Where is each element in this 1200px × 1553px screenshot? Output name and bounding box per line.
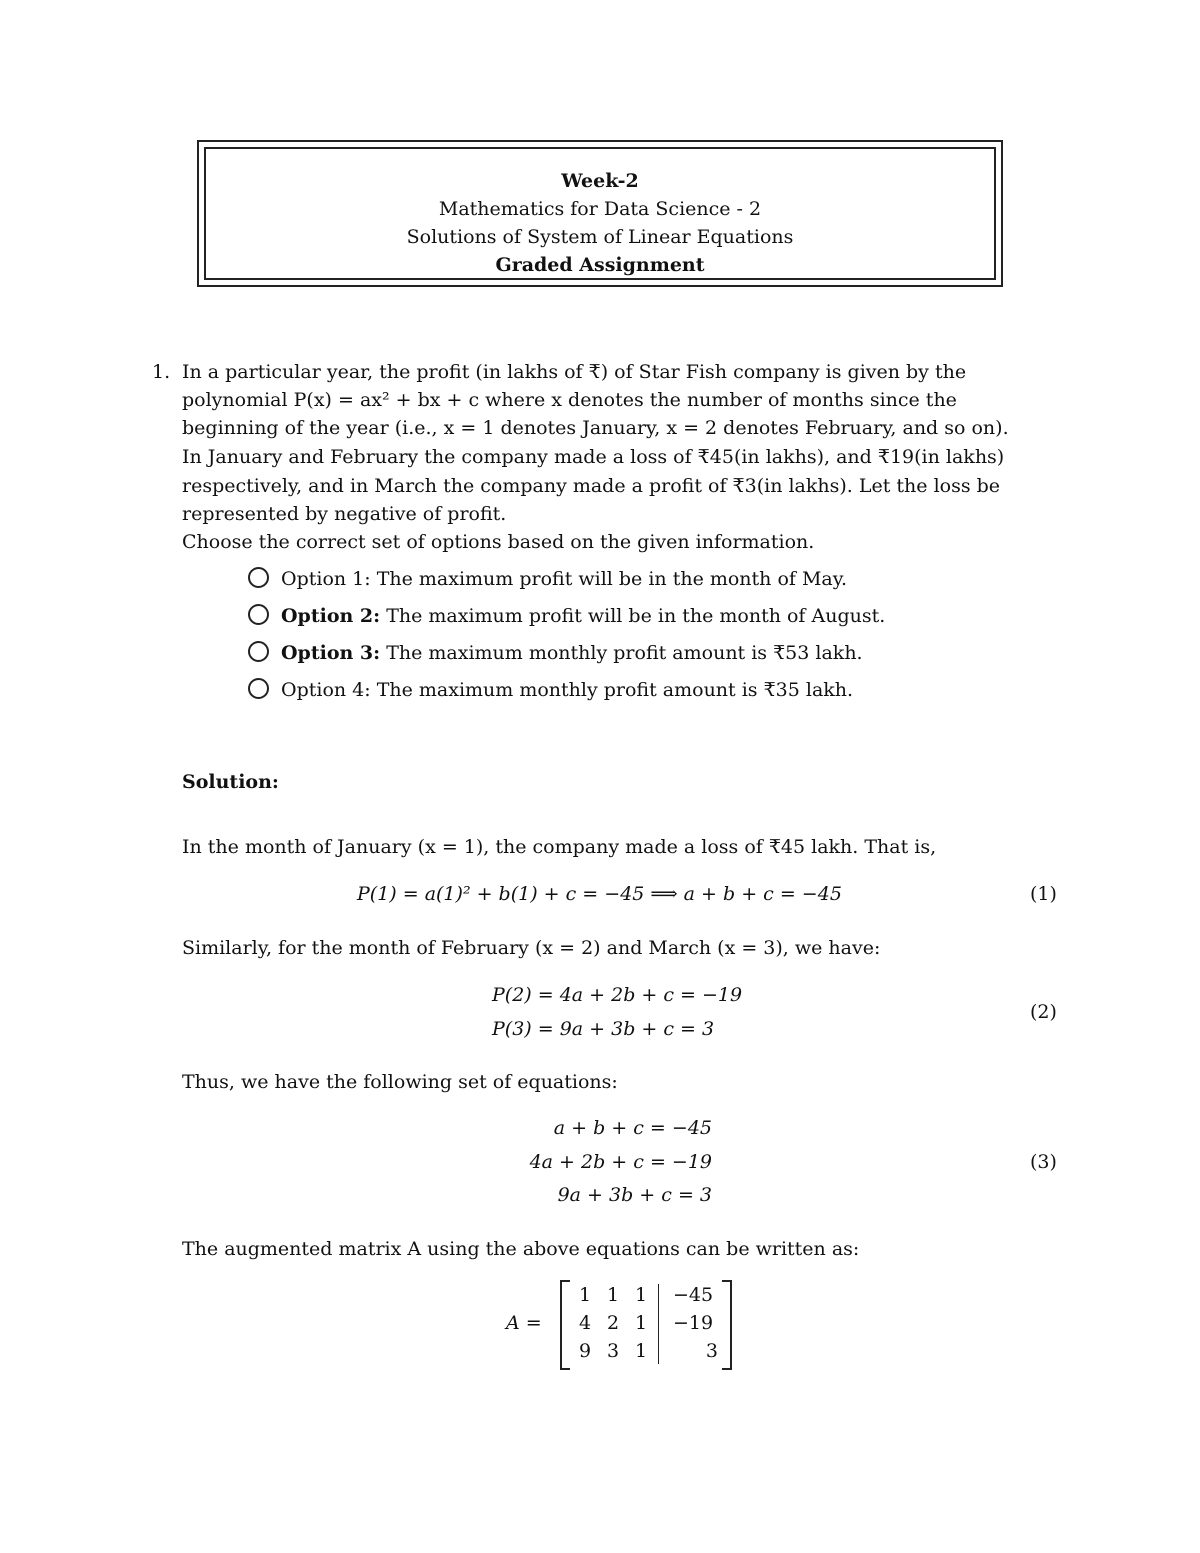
radio-option-2[interactable] [248, 604, 269, 625]
option-4-label: Option 4: [281, 679, 371, 701]
matrix-cell: 4 [578, 1312, 592, 1334]
option-4-text: The maximum monthly profit amount is ₹35 lakh. [370, 679, 854, 701]
augmented-matrix [500, 1278, 740, 1370]
title-box [197, 140, 1003, 287]
equation-3-number: (3) [1030, 1151, 1057, 1173]
option-1-text: The maximum profit will be in the month of May. [370, 568, 848, 590]
equation-3a: a + b + c = −45 [553, 1117, 712, 1139]
title-box-inner [204, 147, 996, 280]
question-line-6: represented by negative of profit. [182, 503, 507, 525]
option-3[interactable] [248, 641, 863, 664]
radio-option-1[interactable] [248, 567, 269, 588]
assignment-type: Graded Assignment [495, 254, 705, 276]
equation-3c: 9a + 3b + c = 3 [557, 1184, 712, 1206]
option-2[interactable] [248, 604, 885, 627]
topic-title: Solutions of System of Linear Equations [406, 226, 794, 248]
solution-augmented: The augmented matrix A using the above equations can be written as: [182, 1238, 860, 1260]
matrix-left-bracket [560, 1280, 570, 1370]
question-line-3: beginning of the year (i.e., x = 1 denotes January, x = 2 denotes February, and so on). [182, 417, 1009, 439]
matrix-cell: −45 [672, 1284, 714, 1306]
matrix-cell: 9 [578, 1340, 592, 1362]
matrix-cell: 1 [634, 1340, 648, 1362]
question-line-2: polynomial P(x) = ax² + bx + c where x denotes the number of months since the [182, 389, 957, 411]
solution-heading: Solution: [182, 771, 279, 793]
equation-3b: 4a + 2b + c = −19 [529, 1151, 712, 1173]
radio-option-4[interactable] [248, 678, 269, 699]
solution-intro: In the month of January (x = 1), the company made a loss of ₹45 lakh. That is, [182, 836, 937, 858]
course-title: Mathematics for Data Science - 2 [438, 198, 762, 220]
solution-similarly: Similarly, for the month of February (x = 2) and March (x = 3), we have: [182, 937, 881, 959]
matrix-cell: 1 [634, 1312, 648, 1334]
matrix-cell: 3 [705, 1340, 718, 1362]
option-3-label: Option 3: [281, 642, 381, 664]
option-3-text: The maximum monthly profit amount is ₹53 lakh. [380, 642, 863, 664]
option-2-text: The maximum profit will be in the month of August. [380, 605, 886, 627]
matrix-cell: 1 [634, 1284, 648, 1306]
week-title: Week-2 [561, 170, 639, 192]
option-4[interactable] [248, 678, 853, 701]
equation-2a: P(2) = 4a + 2b + c = −19 [492, 984, 743, 1006]
matrix-cell: 3 [606, 1340, 620, 1362]
question-line-1: In a particular year, the profit (in lakhs of ₹) of Star Fish company is given by the [182, 361, 967, 383]
equation-2-number: (2) [1030, 1001, 1057, 1023]
solution-thus: Thus, we have the following set of equations: [182, 1071, 618, 1093]
option-1[interactable] [248, 567, 847, 590]
option-1-label: Option 1: [281, 568, 371, 590]
matrix-cell: 1 [578, 1284, 592, 1306]
option-2-label: Option 2: [281, 605, 381, 627]
equation-1: P(1) = a(1)² + b(1) + c = −45 ⟹ a + b + c = −45 [357, 883, 842, 905]
matrix-cell: 1 [606, 1284, 620, 1306]
matrix-cell: −19 [672, 1312, 714, 1334]
radio-option-3[interactable] [248, 641, 269, 662]
matrix-cell: 2 [606, 1312, 620, 1334]
matrix-right-bracket [722, 1280, 732, 1370]
equation-2b: P(3) = 9a + 3b + c = 3 [492, 1018, 715, 1040]
matrix-label: A = [506, 1312, 542, 1334]
question-number: 1. [152, 361, 171, 383]
equation-1-number: (1) [1030, 883, 1057, 905]
question-line-7: Choose the correct set of options based on the given information. [182, 531, 815, 553]
question-line-5: respectively, and in March the company made a profit of ₹3(in lakhs). Let the loss be [182, 475, 1001, 497]
matrix-augment-divider [658, 1284, 659, 1364]
question-line-4: In January and February the company made a loss of ₹45(in lakhs), and ₹19(in lakhs) [182, 446, 1005, 468]
